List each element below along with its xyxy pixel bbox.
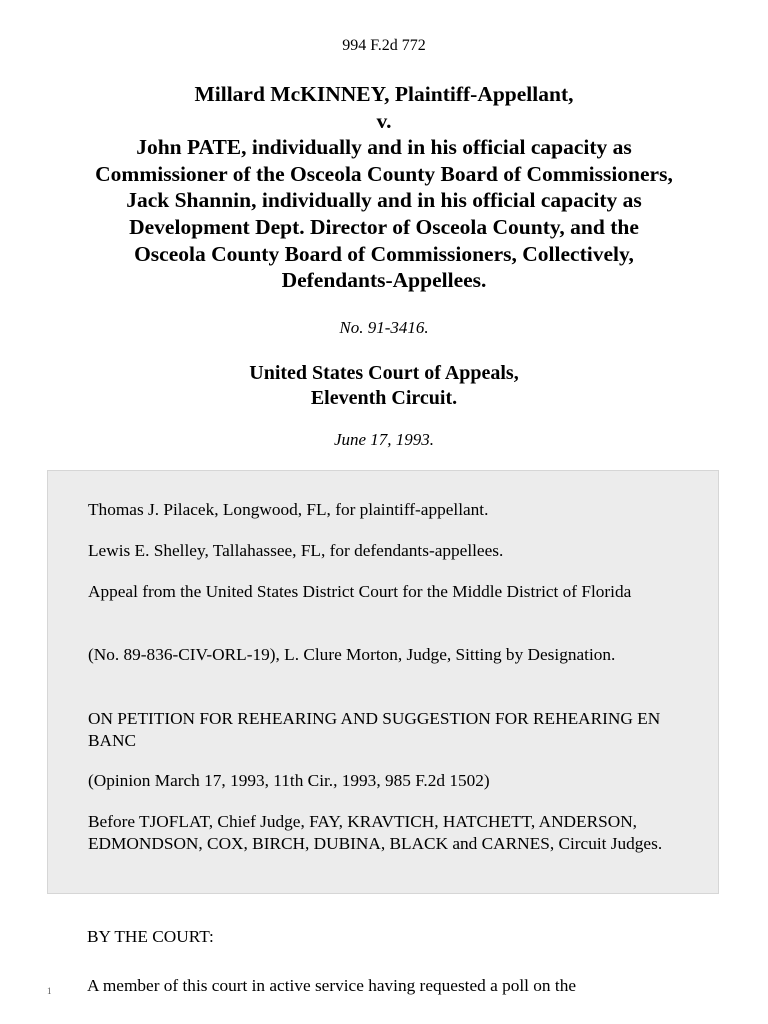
caption-line: Commissioner of the Osceola County Board of Commissioners, — [95, 161, 673, 186]
defendant-counsel: Lewis E. Shelley, Tallahassee, FL, for defendants-appellees. — [88, 541, 504, 560]
caption-line: John PATE, individually and in his official capacity as — [136, 135, 632, 160]
caption-line: Defendants-Appellees. — [281, 268, 487, 293]
lower-court-case: (No. 89-836-CIV-ORL-19), L. Clure Morton, Judge, Sitting by Designation. — [88, 645, 616, 664]
court-name — [0, 361, 768, 411]
petition-heading: ON PETITION FOR REHEARING AND SUGGESTION FOR REHEARING EN BANC — [88, 709, 661, 750]
docket-number: No. 91-3416. — [339, 318, 429, 337]
caption-line: Osceola County Board of Commissioners, Collectively, — [134, 241, 634, 266]
caption-line: v. — [376, 108, 392, 133]
case-info-box — [47, 470, 719, 894]
appeal-from: Appeal from the United States District Court for the Middle District of Florida — [88, 582, 632, 601]
caption-line: Jack Shannin, individually and in his official capacity as — [126, 188, 642, 213]
paragraph-text: A member of this court in active service having requested a poll on the — [87, 976, 577, 995]
decision-date: June 17, 1993. — [333, 430, 435, 449]
by-the-court: BY THE COURT: — [87, 927, 214, 946]
caption-line: Millard McKINNEY, Plaintiff-Appellant, — [194, 82, 574, 106]
case-citation: 994 F.2d 772 — [342, 37, 426, 54]
caption-line: Development Dept. Director of Osceola County, and the — [129, 214, 639, 239]
plaintiff-counsel: Thomas J. Pilacek, Longwood, FL, for plaintiff-appellant. — [88, 500, 489, 519]
paragraph-number: 1 — [47, 986, 52, 996]
case-caption — [30, 81, 738, 294]
prior-opinion: (Opinion March 17, 1993, 11th Cir., 1993, 985 F.2d 1502) — [88, 771, 490, 790]
court-line: United States Court of Appeals, — [249, 362, 519, 384]
court-line: Eleventh Circuit. — [310, 387, 458, 409]
panel-judges: Before TJOFLAT, Chief Judge, FAY, KRAVTICH, HATCHETT, ANDERSON, EDMONDSON, COX, BIRCH, DUBINA, BLACK and CARNES, Circuit Judges. — [88, 812, 663, 853]
